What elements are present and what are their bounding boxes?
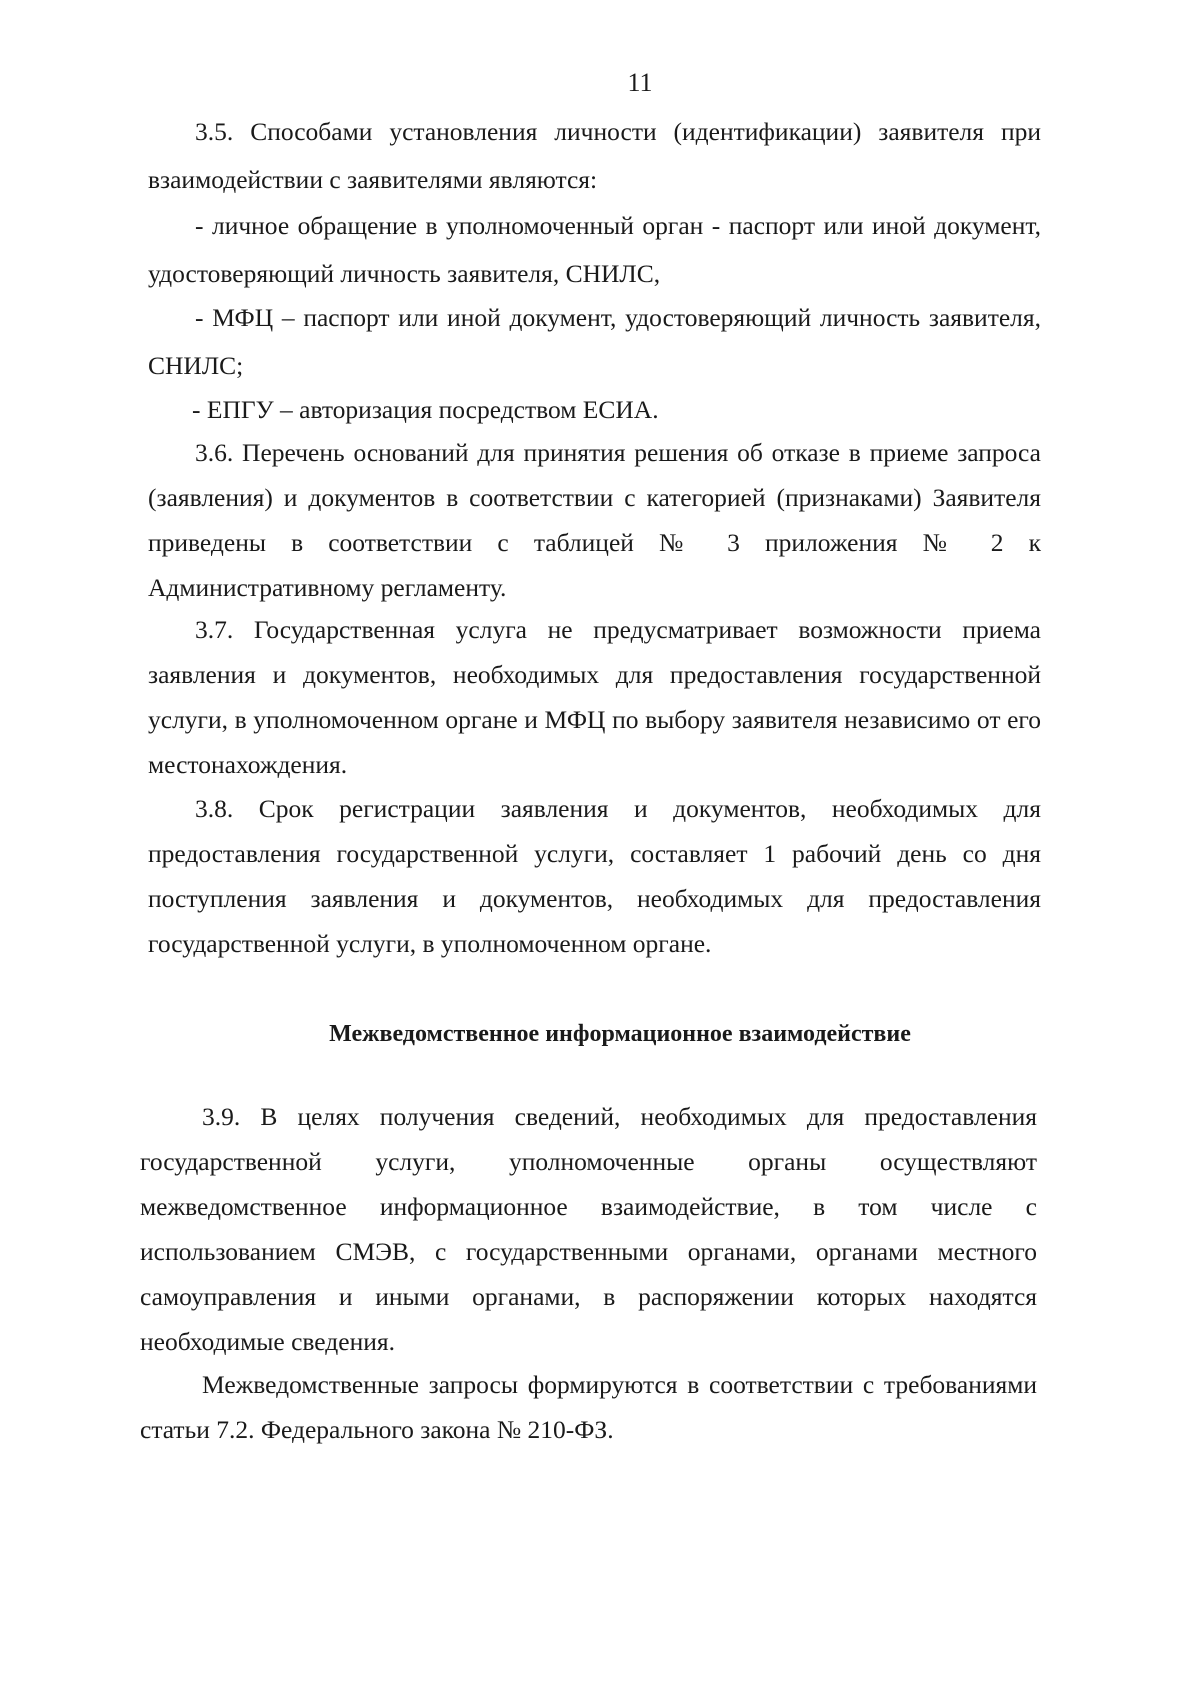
paragraph-3-9: 3.9. В целях получения сведений, необходимых для предоставления государственной услуги, уполномоченные органы осуществляют межведомственное информационное взаимодействие, в том числе с использованием СМЭВ, с государственными органами, органами местного самоуправления и иными органами, в распоряжении которых находятся необходимые сведения.	[140, 1102, 1037, 1356]
paragraph-3-5-item-epgu: - ЕПГУ – авторизация посредством ЕСИА.	[192, 395, 659, 424]
paragraph-3-8: 3.8. Срок регистрации заявления и документов, необходимых для предоставления государственной услуги, составляет 1 рабочий день со дня поступления заявления и документов, необходимых для предоставления государственной услуги, в уполномоченном органе.	[148, 794, 1041, 958]
paragraph-3-7: 3.7. Государственная услуга не предусматривает возможности приема заявления и документов, необходимых для предоставления государственной услуги, в уполномоченном органе и МФЦ по выбору заявителя независимо от его местонахождения.	[148, 615, 1041, 779]
paragraph-3-5-item-personal-visit: - личное обращение в уполномоченный орган - паспорт или иной документ, удостоверяющий личность заявителя, СНИЛС,	[148, 211, 1041, 288]
paragraph-3-6: 3.6. Перечень оснований для принятия решения об отказе в приеме запроса (заявления) и документов в соответствии с категорией (признаками) Заявителя приведены в соответствии с таблицей № 3 приложения № 2 к Административному регламенту.	[148, 438, 1041, 602]
page-number: 11	[627, 68, 653, 97]
section-heading: Межведомственное информационное взаимодействие	[329, 1021, 911, 1047]
paragraph-3-5: 3.5. Способами установления личности (идентификации) заявителя при взаимодействии с заявителями являются:	[148, 117, 1041, 194]
paragraph-interagency-requests: Межведомственные запросы формируются в соответствии с требованиями статьи 7.2. Федерального закона № 210-ФЗ.	[140, 1370, 1037, 1444]
paragraph-3-5-item-mfc: - МФЦ – паспорт или иной документ, удостоверяющий личность заявителя, СНИЛС;	[148, 303, 1041, 380]
